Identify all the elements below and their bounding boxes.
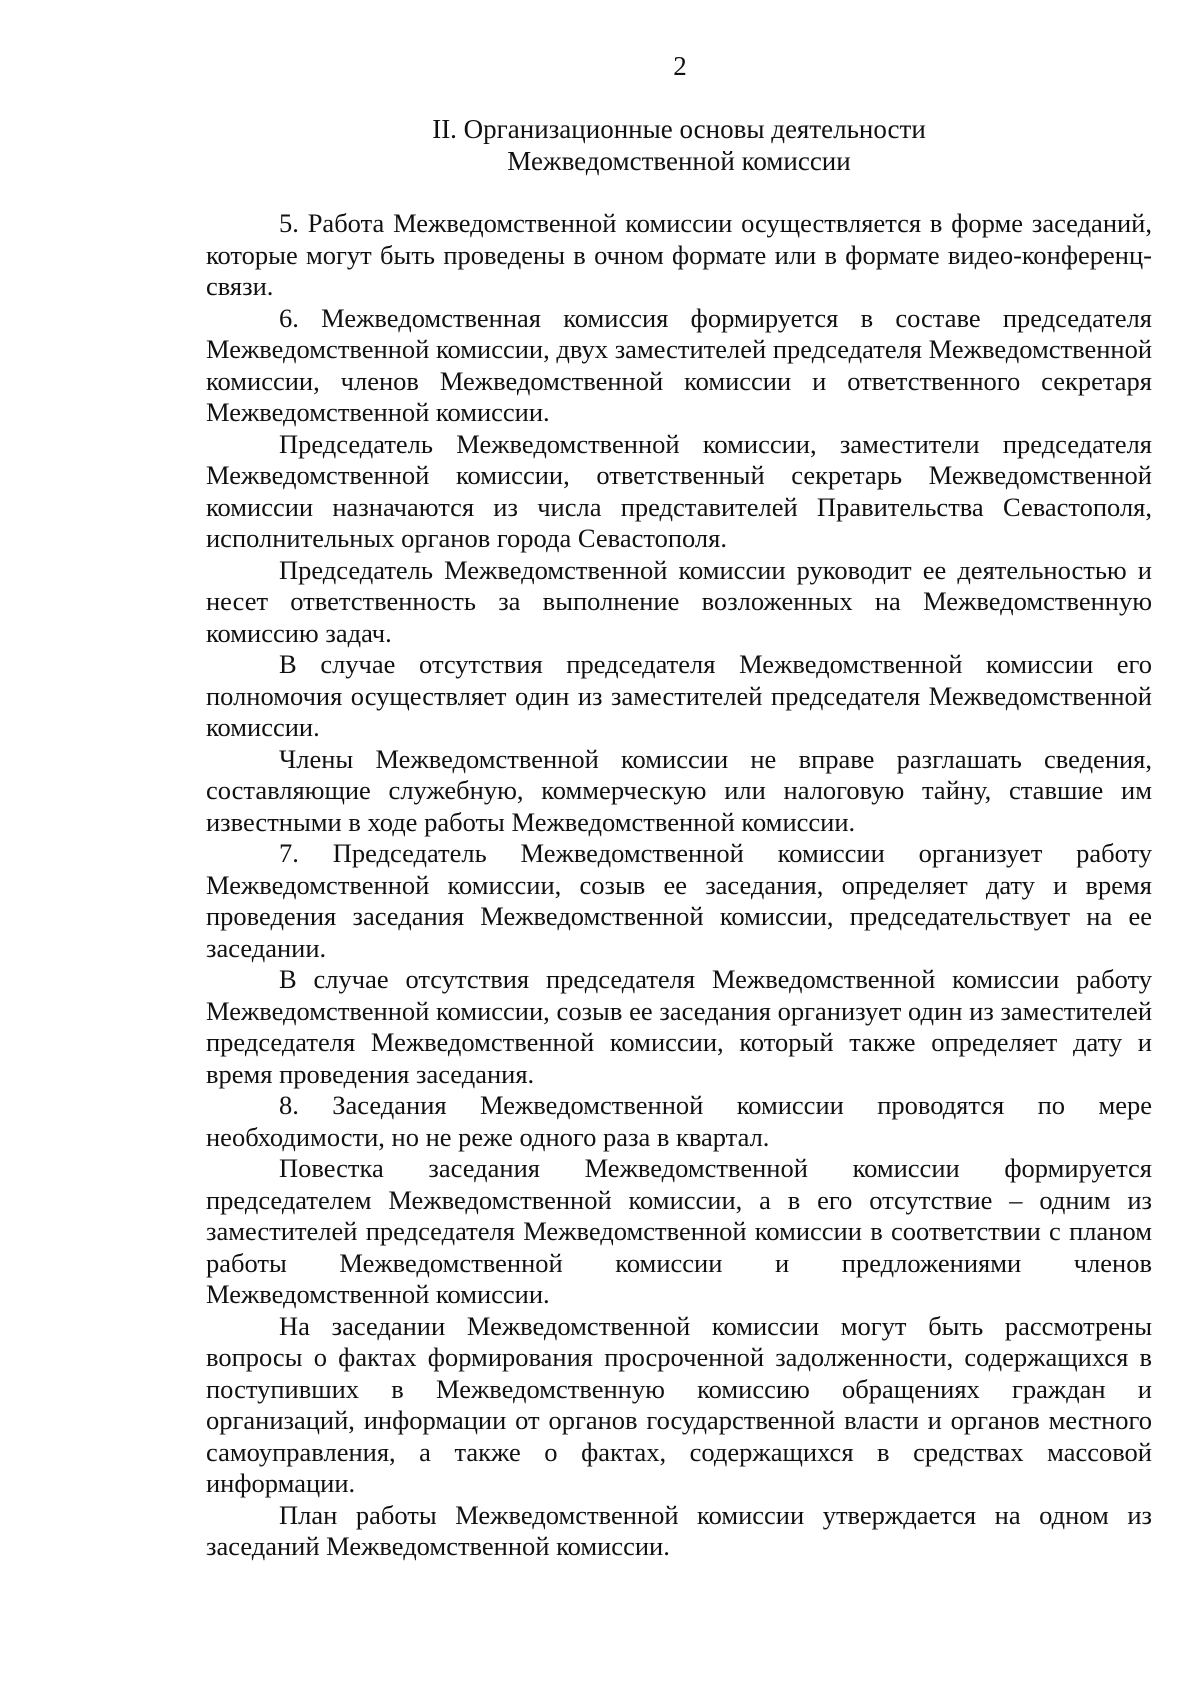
paragraph-7: 7. Председатель Межведомственной комиссии организует работу Межведомственной комиссии, созыв ее заседания, определяет дату и время проведения заседания Межведомственной комиссии, председательствует на ее заседании.: [206, 838, 1152, 963]
paragraph-6-chair-appointment: Председатель Межведомственной комиссии, заместители председателя Межведомственной комиссии, ответственный секретарь Межведомственной комиссии назначаются из числа представителей Правительства Севастополя, исполнительных органов города Севастополя.: [206, 428, 1152, 553]
document-body: [206, 208, 1152, 1563]
paragraph-7-chair-absence: В случае отсутствия председателя Межведомственной комиссии работу Межведомственной комиссии, созыв ее заседания организует один из заместителей председателя Межведомственной комиссии, который также определяет дату и время проведения заседания.: [206, 964, 1152, 1089]
paragraph-8: 8. Заседания Межведомственной комиссии проводятся по мере необходимости, но не реже одного раза в квартал.: [206, 1090, 1152, 1152]
paragraph-6-chair-responsibility: Председатель Межведомственной комиссии руководит ее деятельностью и несет ответственность за выполнение возложенных на Межведомственную комиссию задач.: [206, 554, 1152, 648]
paragraph-6: 6. Межведомственная комиссия формируется в составе председателя Межведомственной комиссии, двух заместителей председателя Межведомственной комиссии, членов Межведомственной комиссии и ответственного секретаря Межведомственной комиссии.: [206, 302, 1152, 427]
page-number: 2: [673, 51, 687, 81]
paragraph-8-work-plan: План работы Межведомственной комиссии утверждается на одном из заседаний Межведомственной комиссии.: [206, 1499, 1152, 1561]
paragraph-8-agenda: Повестка заседания Межведомственной комиссии формируется председателем Межведомственной комиссии, а в его отсутствие – одним из заместителей председателя Межведомственной комиссии в соответствии с планом работы Межведомственной комиссии и предложениями членов Межведомственной комиссии.: [206, 1153, 1152, 1309]
paragraph-6-confidentiality: Члены Межведомственной комиссии не вправе разглашать сведения, составляющие служебную, коммерческую или налоговую тайну, ставшие им известными в ходе работы Межведомственной комиссии.: [206, 743, 1152, 837]
section-heading-line-2: Межведомственной комиссии: [507, 146, 851, 176]
paragraph-5: 5. Работа Межведомственной комиссии осуществляется в форме заседаний, которые могут быть проведены в очном формате или в формате видео-конференц-связи.: [206, 208, 1152, 301]
paragraph-8-considered-issues: На заседании Межведомственной комиссии могут быть рассмотрены вопросы о фактах формирования просроченной задолженности, содержащихся в поступивших в Межведомственную комиссию обращениях граждан и организаций, информации от органов государственной власти и органов местного самоуправления, а также о фактах, содержащихся в средствах массовой информации.: [206, 1310, 1152, 1498]
section-heading: [206, 113, 1152, 177]
section-heading-line-1: II. Организационные основы деятельности: [432, 114, 926, 144]
paragraph-6-chair-absence: В случае отсутствия председателя Межведомственной комиссии его полномочия осуществляет один из заместителей председателя Межведомственной комиссии.: [206, 649, 1152, 742]
